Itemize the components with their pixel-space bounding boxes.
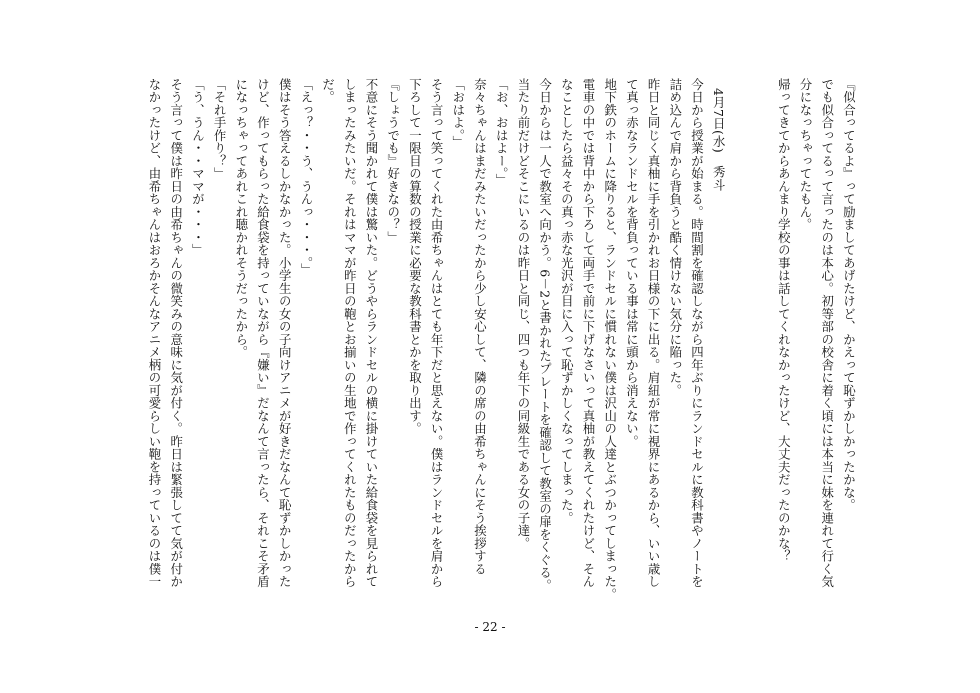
text-line: 電車の中では背中から下ろして両手で前に下げなさいって真柚が教えてくれたけど、そん — [581, 78, 596, 588]
text-line: 「お、おはよー。」 — [494, 78, 510, 187]
text-line: 分になっちゃってたもん。 — [798, 78, 813, 231]
text-line: しまったみたいだ。それはママが昨日の鞄とお揃いの生地で作ってくれたものだったから — [342, 78, 358, 588]
text-line: 僕はそう答えるしかなかった。小学生の女の子向けアニメが好きだなんて恥ずかしかった — [277, 78, 293, 588]
text-line: 「えっ？・・う、うんっ・・・。」 — [298, 78, 314, 276]
text-line: 詰め込んで肩から背負うと酷く情けない気分に陥った。 — [667, 78, 683, 397]
text-line: 4月7日(水) 秀斗 — [711, 88, 727, 192]
text-line: 今日から授業が始まる。時間割を確認しながら四年ぶりにランドセルに教科書やノートを — [689, 78, 705, 588]
text-line: そう言って笑ってくれた由希ちゃんはとても年下だと思えない。僕はランドセルを肩から — [429, 78, 445, 588]
text-line: でも似合ってるって言ったのは本心。初等部の校舎に着く頃には本当に妹を連れて行く気 — [819, 78, 835, 588]
text-line: だ。 — [320, 78, 336, 104]
text-line: 今日からは一人で教室へ向かう。6－2と書かれたプレートを確認して教室の扉をくぐる。 — [537, 78, 553, 592]
text-line: けど、作ってもらった給食袋を持っていながら『嫌い』だなんて言ったら、それこそ矛盾 — [255, 78, 271, 588]
text-line: なことしたら益々その真っ赤な光沢が目に入って恥ずかしくなってしまった。 — [559, 78, 575, 525]
text-line: 「う、うん・・ママが・・・」 — [190, 78, 206, 257]
text-line: になっちゃってあれこれ聴かれそうだったから。 — [233, 78, 249, 359]
text-line: 『似合ってるよ』って励ましてあげたけど、かえって恥ずかしかったかな。 — [841, 78, 857, 512]
text-line: なかったけど、由希ちゃんはおろかそんなアニメ柄の可愛らしい鞄を持っているのは僕一 — [147, 78, 162, 588]
text-line: て真っ赤なランドセルを背負っている事は常に頭から消えない。 — [624, 78, 640, 448]
text-line: 「おはよ。」 — [450, 78, 466, 149]
text-line: 「それ手作り？」 — [212, 78, 228, 180]
text-line: 奈々ちゃんはまだみたいだったから少し安心して、隣の席の由希ちゃんにそう挨拶する — [472, 78, 488, 576]
text-line: 下ろして一限目の算数の授業に必要な教科書とかを取り出す。 — [407, 78, 423, 435]
text-line: 『しょうでも』好きなの？」 — [385, 78, 401, 244]
text-line: 不意にそう聞かれて僕は驚いた。どうやらランドセルの横に掛けていた給食袋を見られて — [364, 78, 379, 588]
text-line: 地下鉄のホームに降りると、ランドセルに慣れない僕は沢山の人達とぶつかってしまった。 — [602, 78, 618, 601]
text-line: 当たり前だけどそこにいるのは昨日と同じ、四つも年下の同級生である女の子達。 — [515, 78, 531, 550]
page-number: - 22 - — [474, 620, 506, 634]
text-line: 昨日と同じく真柚に手を引かれお日様の下に出る。肩紐が常に視界にあるから、いい歳し — [646, 78, 662, 588]
text-line: そう言って僕は昨日の由希ちゃんの微笑みの意味に気が付く。昨日は緊張してて気が付か — [168, 78, 184, 588]
text-line: 帰ってきてからあんまり学校の事は話してくれなかったけど、大丈夫だったのかな？ — [776, 78, 792, 563]
